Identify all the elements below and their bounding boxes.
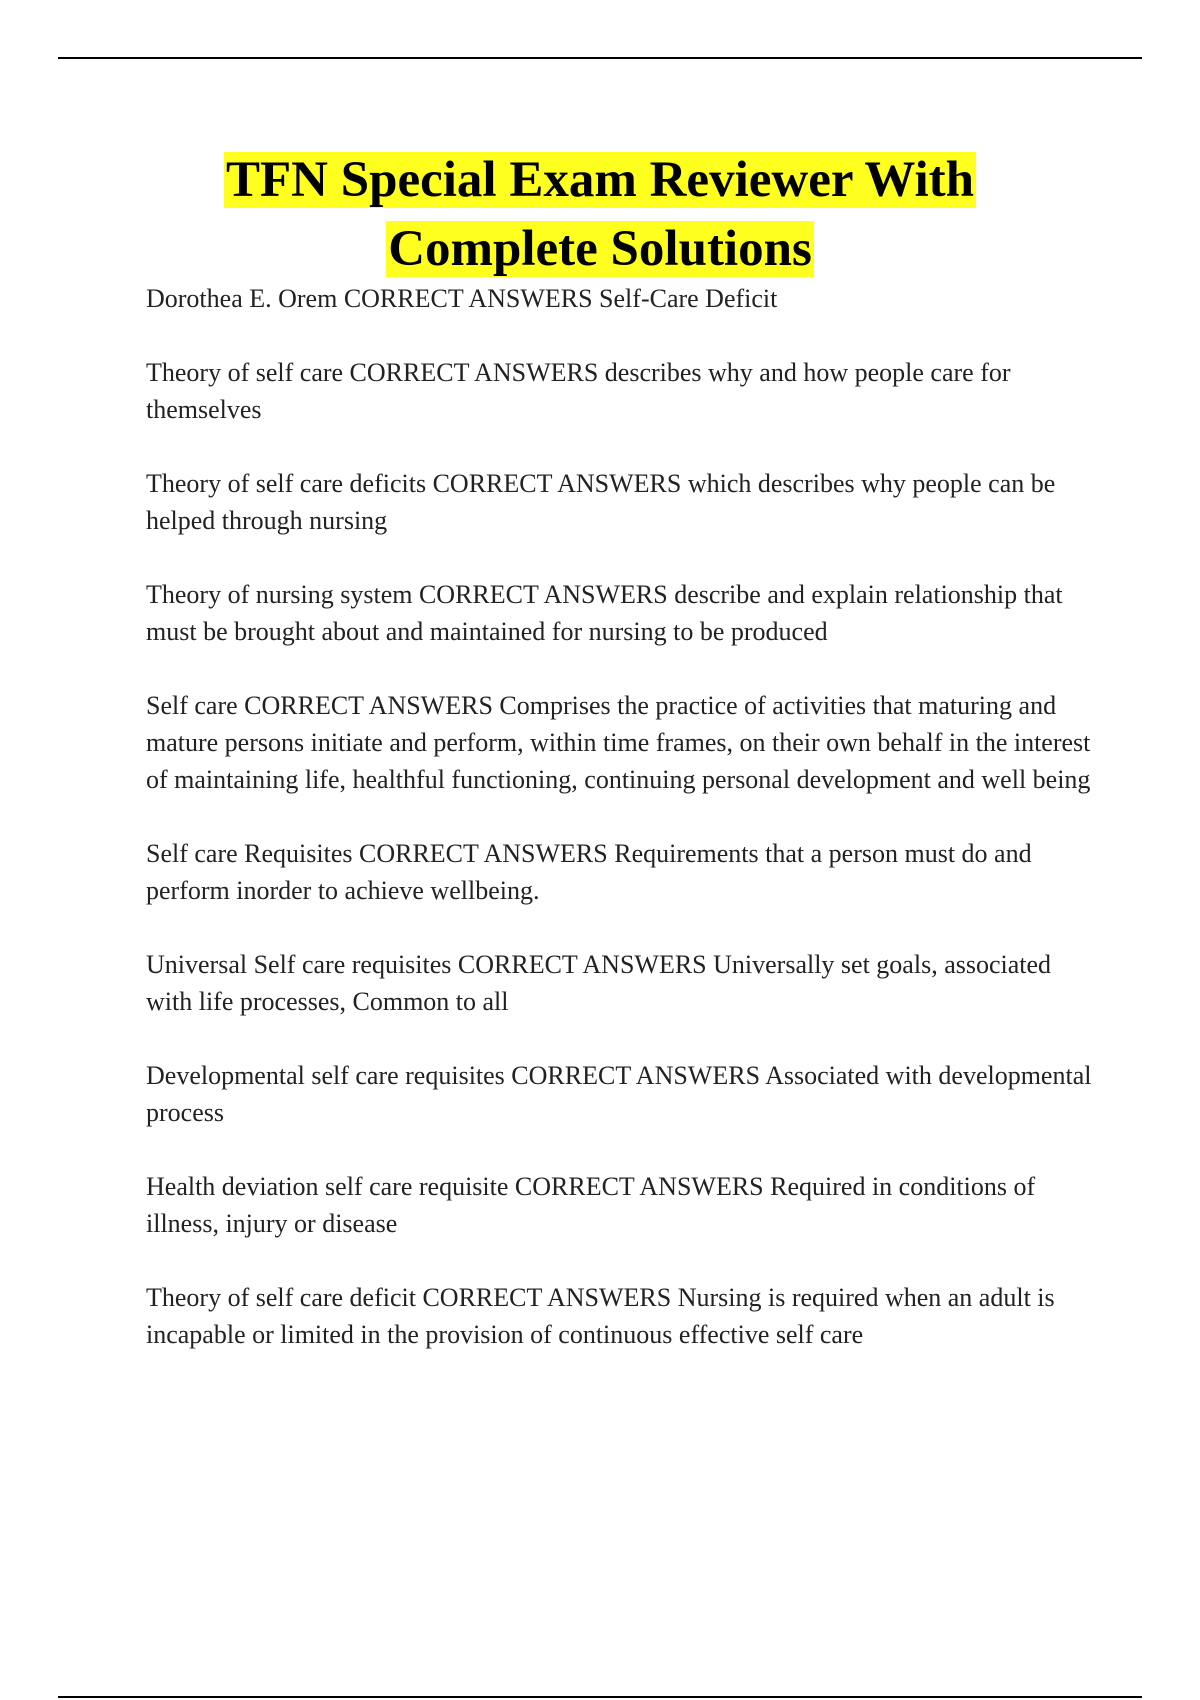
document-title — [0, 146, 1200, 284]
title-line-1: TFN Special Exam Reviewer With — [226, 152, 974, 208]
qa-entry: Theory of self care CORRECT ANSWERS describes why and how people care for themselves — [146, 358, 1011, 424]
bottom-divider — [58, 1696, 1142, 1698]
qa-list — [146, 280, 1096, 1390]
qa-entry: Self care CORRECT ANSWERS Comprises the practice of activities that maturing and mature persons initiate and perform, within time frames, on their own behalf in the interest of maintaining life, healthful functioning, continuing personal development and well being — [146, 691, 1091, 794]
qa-entry: Dorothea E. Orem CORRECT ANSWERS Self-Care Deficit — [146, 284, 778, 313]
qa-entry: Health deviation self care requisite CORRECT ANSWERS Required in conditions of illness, injury or disease — [146, 1172, 1036, 1238]
qa-entry: Theory of nursing system CORRECT ANSWERS describe and explain relationship that must be brought about and maintained for nursing to be produced — [146, 580, 1063, 646]
qa-entry: Self care Requisites CORRECT ANSWERS Requirements that a person must do and perform inorder to achieve wellbeing. — [146, 839, 1032, 905]
qa-entry: Developmental self care requisites CORRECT ANSWERS Associated with developmental process — [146, 1061, 1092, 1127]
top-divider — [58, 57, 1142, 59]
qa-entry: Theory of self care deficit CORRECT ANSWERS Nursing is required when an adult is incapable or limited in the provision of continuous effective self care — [146, 1283, 1055, 1349]
title-line-2: Complete Solutions — [388, 221, 812, 277]
qa-entry: Theory of self care deficits CORRECT ANSWERS which describes why people can be helped through nursing — [146, 469, 1056, 535]
qa-entry: Universal Self care requisites CORRECT ANSWERS Universally set goals, associated with life processes, Common to all — [146, 950, 1052, 1016]
